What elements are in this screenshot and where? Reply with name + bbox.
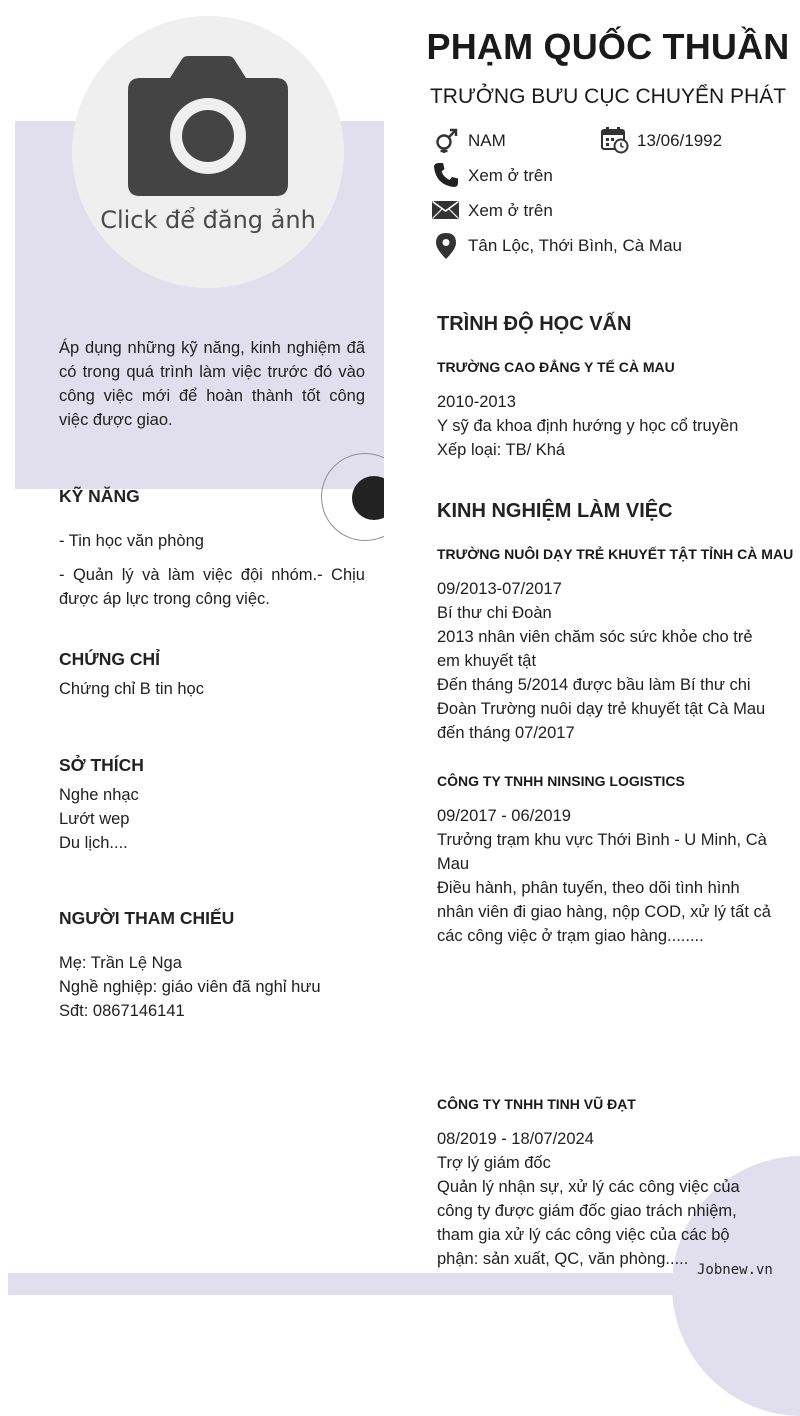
hobby-item: Nghe nhạc — [59, 786, 139, 804]
gender-value: NAM — [468, 131, 506, 150]
education-line: Xếp loại: TB/ Khá — [437, 441, 566, 459]
career-objective: Áp dụng những kỹ năng, kinh nghiệm đã có trong quá trình làm việc trước đó vào công việc mới để hoàn thành tốt công việc được giao. — [59, 339, 365, 429]
photo-upload[interactable] — [72, 16, 344, 288]
school-name: TRƯỜNG CAO ĐẲNG Y TẾ CÀ MAU — [437, 359, 675, 375]
job-line: nhân viên đi giao hàng, nộp COD, xử lý tất cả — [437, 903, 771, 921]
company-name: CÔNG TY TNHH TINH VŨ ĐẠT — [437, 1096, 636, 1112]
phone-icon — [433, 162, 459, 188]
education-details — [437, 390, 738, 462]
job-line: Bí thư chi Đoàn — [437, 604, 552, 622]
job-line: Quản lý nhận sự, xử lý các công việc của — [437, 1178, 740, 1196]
certificate-item: Chứng chỉ B tin học — [59, 680, 204, 698]
job-details — [437, 1127, 740, 1271]
birthdate-value: 13/06/1992 — [637, 131, 723, 150]
job-line: tham gia xử lý các công việc của các bộ — [437, 1226, 730, 1244]
hobby-item: Lướt wep — [59, 810, 130, 828]
job-line: Mau — [437, 855, 470, 873]
candidate-title: TRƯỞNG BƯU CỤC CHUYỂN PHÁT — [429, 85, 787, 108]
job-line: 2013 nhân viên chăm sóc sức khỏe cho trẻ — [437, 628, 753, 646]
job-line: Trợ lý giám đốc — [437, 1154, 551, 1172]
reference-item: Nghề nghiệp: giáo viên đã nghỉ hưu — [59, 978, 321, 996]
hobby-item: Du lịch.... — [59, 834, 128, 852]
location-icon — [436, 233, 456, 259]
job-line: các công việc ở trạm giao hàng........ — [437, 927, 704, 945]
references-heading: NGƯỜI THAM CHIẾU — [59, 908, 235, 928]
job-line: đến tháng 07/2017 — [437, 724, 575, 742]
company-name: TRƯỜNG NUÔI DẠY TRẺ KHUYẾT TẬT TỈNH CÀ MAU — [437, 546, 794, 562]
reference-item: Sđt: 0867146141 — [59, 1002, 185, 1020]
phone-value: Xem ở trên — [468, 166, 553, 185]
candidate-name: PHẠM QUỐC THUẦN — [426, 26, 790, 67]
job-line: 09/2017 - 06/2019 — [437, 807, 571, 825]
hobbies-list — [59, 783, 139, 855]
skills-heading: KỸ NĂNG — [59, 486, 140, 506]
education-line: 2010-2013 — [437, 393, 516, 411]
address-value: Tân Lộc, Thới Bình, Cà Mau — [468, 236, 682, 255]
hobbies-heading: SỞ THÍCH — [59, 755, 144, 775]
education-line: Y sỹ đa khoa định hướng y học cổ truyền — [437, 417, 739, 435]
job-details — [437, 804, 771, 948]
certificates-heading: CHỨNG CHỈ — [59, 649, 161, 669]
job-line: Điều hành, phân tuyến, theo dõi tình hình — [437, 879, 740, 897]
calendar-icon — [601, 127, 629, 154]
education-heading: TRÌNH ĐỘ HỌC VẤN — [437, 313, 632, 335]
job-details — [437, 577, 765, 745]
camera-icon — [126, 56, 290, 198]
skill-item: - Tin học văn phòng — [59, 532, 204, 550]
job-line: 08/2019 - 18/07/2024 — [437, 1130, 594, 1148]
footer-band — [8, 1273, 795, 1295]
skill-item: - Quản lý và làm việc đội nhóm.- Chịu được áp lực trong công việc. — [59, 566, 365, 608]
watermark: Jobnew.vn — [697, 1262, 773, 1278]
reference-item: Mẹ: Trần Lệ Nga — [59, 954, 182, 972]
job-line: 09/2013-07/2017 — [437, 580, 562, 598]
photo-label: Click để đăng ảnh — [100, 206, 316, 234]
job-line: em khuyết tật — [437, 652, 537, 670]
job-line: công ty được giám đốc giao trách nhiệm, — [437, 1202, 737, 1220]
job-line: Trưởng trạm khu vực Thới Bình - U Minh, Cà — [437, 831, 767, 849]
job-line: phận: sản xuất, QC, văn phòng..... — [437, 1250, 689, 1268]
references-list — [59, 951, 321, 1023]
email-icon — [432, 201, 459, 219]
email-value: Xem ở trên — [468, 201, 553, 220]
job-line: Đến tháng 5/2014 được bầu làm Bí thư chi — [437, 676, 751, 694]
company-name: CÔNG TY TNHH NINSING LOGISTICS — [437, 773, 685, 789]
experience-heading: KINH NGHIỆM LÀM VIỆC — [437, 500, 673, 522]
gender-icon — [433, 127, 459, 153]
job-line: Đoàn Trường nuôi dạy trẻ khuyết tật Cà Mau — [437, 700, 766, 718]
